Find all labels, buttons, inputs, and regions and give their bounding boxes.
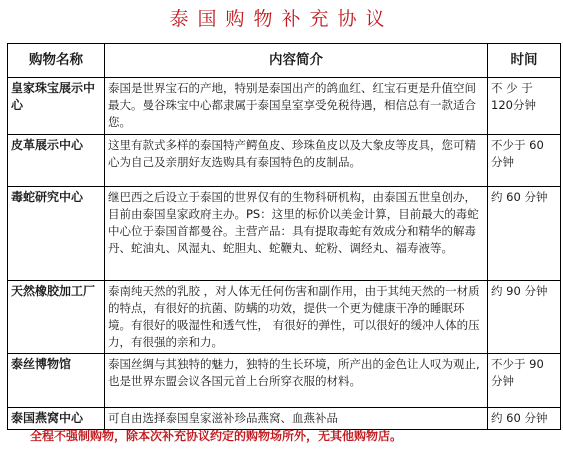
row-name: 皮革展示中心 bbox=[8, 135, 105, 187]
row-name: 泰丝博物馆 bbox=[8, 354, 105, 408]
row-name: 皇家珠宝展示中心 bbox=[8, 78, 105, 135]
row-desc: 这里有款式多样的泰国特产鳄鱼皮、珍珠鱼皮以及大象皮等皮具，您可精心为自己及亲朋好友选购具有泰国特色的皮制品。 bbox=[105, 135, 488, 187]
row-time: 约 60 分钟 bbox=[488, 408, 561, 430]
table-header-row bbox=[8, 44, 561, 78]
table-row bbox=[8, 354, 561, 408]
table-row bbox=[8, 187, 561, 281]
row-desc: 可自由选择泰国皇家滋补珍品燕窝、血燕补品 bbox=[105, 408, 488, 430]
row-desc: 泰国是世界宝石的产地，特别是泰国出产的鸽血红、红宝石更是升值空间最大。曼谷珠宝中心都隶属于泰国皇室享受免税待遇，相信总有一款适合您。 bbox=[105, 78, 488, 135]
table-row bbox=[8, 78, 561, 135]
row-name: 毒蛇研究中心 bbox=[8, 187, 105, 281]
shopping-table bbox=[7, 43, 561, 430]
row-desc: 泰国丝绸与其独特的魅力，独特的生长环境，所产出的金色让人叹为观止,也是世界东盟会议各国元首上台所穿衣服的材料。 bbox=[105, 354, 488, 408]
table-row bbox=[8, 135, 561, 187]
row-time: 约 60 分钟 bbox=[488, 187, 561, 281]
row-time: 不少于 60 分钟 bbox=[488, 135, 561, 187]
row-time: 不少于 90 分钟 bbox=[488, 354, 561, 408]
header-name: 购物名称 bbox=[8, 44, 105, 78]
row-time: 不 少 于 120分钟 bbox=[488, 78, 561, 135]
row-name: 泰国燕窝中心 bbox=[8, 408, 105, 430]
row-time: 约 90 分钟 bbox=[488, 281, 561, 354]
document-title: 泰国购物补充协议 bbox=[169, 8, 394, 30]
header-desc: 内容简介 bbox=[105, 44, 488, 78]
table-row bbox=[8, 281, 561, 354]
footer-note: 全程不强制购物，除本次补充协议约定的购物场所外，无其他购物店。 bbox=[30, 429, 403, 443]
row-name: 天然橡胶加工厂 bbox=[8, 281, 105, 354]
row-desc: 继巴西之后设立于泰国的世界仅有的生物科研机构，由泰国五世皇创办，目前由泰国皇家政府主办。PS：这里的标价以美金计算，目前最大的毒蛇中心位于泰国首都曼谷。主营产品：具有提取毒蛇有效成分和精华的解毒丹、蛇油丸、风湿丸、蛇胆丸、蛇鞭丸、蛇粉、调经丸、福寿液等。 bbox=[105, 187, 488, 281]
header-time: 时间 bbox=[488, 44, 561, 78]
row-desc: 泰南纯天然的乳胶 ，对人体无任何伤害和副作用，由于其纯天然的一材质的特点，有很好的抗菌、防螨的功效，提供一个更为健康干净的睡眠环境。有很好的吸湿性和透气性， 有很好的弹性，可以很好的缓冲人体的压力，有很强的亲和力。 bbox=[105, 281, 488, 354]
